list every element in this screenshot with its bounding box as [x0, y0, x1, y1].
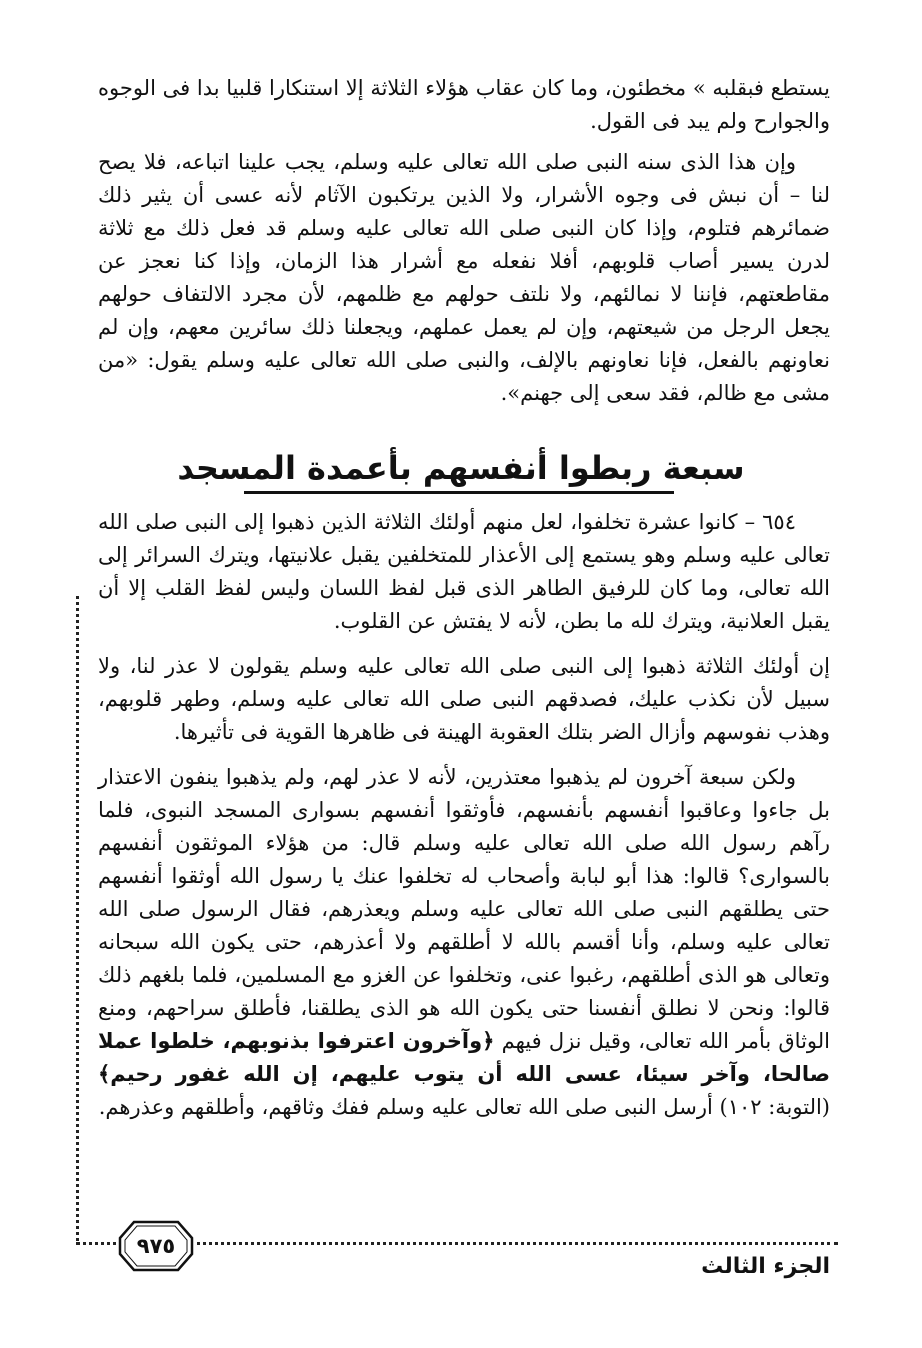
paragraph: يستطع فبقلبه » مخطئون، وما كان عقاب هؤلاء الثلاثة إلا استنكارا قلبيا بدا فى الوجوه والجوارح ولم يبد فى القول. — [98, 76, 830, 133]
paragraph-text: (التوبة: ١٠٢) أرسل النبى صلى الله تعالى عليه وسلم ففك وثاقهم، وأطلقهم وعذرهم. — [98, 1095, 830, 1119]
quran-verse: ﴿وآخرون اعترفوا بذنوبهم، خلطوا عملا صالحا، وآخر سيئا، عسى الله أن يتوب عليهم، إن الله غفور رحيم﴾ — [98, 1029, 830, 1086]
running-footer: الجزء الثالث — [701, 1254, 830, 1279]
paragraph: إن أولئك الثلاثة ذهبوا إلى النبى صلى الله تعالى عليه وسلم يقولون لا عذر لنا، ولا سبيل لأن نكذب عليك، فصدقهم النبى صلى الله تعالى عليه وسلم، وطهر قلوبهم، وهذب نفوسهم وأزال الضر بتلك العقوبة الهينة فى ظاهرها القوية فى تأثيرها. — [98, 654, 830, 744]
paragraph-text: ولكن سبعة آخرون لم يذهبوا معتذرين، لأنه لا عذر لهم، ولم يذهبوا ينفون الاعتذار بل جاءوا وعاقبوا أنفسهم بأنفسهم، فأوثقوا أنفسهم بسوارى المسجد النبوى، فلما رآهم رسول الله صلى الله تعالى عليه وسلم قال: من هؤلاء الموثقون أنفسهم بالسوارى؟ قالوا: هذا أبو لبابة وأصحاب له تخلفوا عنك يا رسول الله أوثقوا أنفسهم حتى يطلقهم النبى صلى الله تعالى عليه وسلم ويعذرهم، فقال الرسول صلى الله تعالى عليه وسلم، وأنا أقسم بالله لا أطلقهم ولا أعذرهم، حتى يكون الله سبحانه وتعالى هو الذى أطلقهم، رغبوا عنى، وتخلفوا عن الغزو مع المسلمين، فلما بلغهم ذلك قالوا: ونحن لا نطلق أنفسنا حتى يكون الله هو الذى يطلقنا، فأطلق سراحهم، ومنع الوثاق بأمر الله تعالى، وقيل نزل فيهم — [98, 765, 831, 1053]
body-text-top — [98, 72, 830, 410]
paragraph — [98, 761, 830, 1124]
title-underline — [244, 491, 674, 494]
paragraph: وإن هذا الذى سنه النبى صلى الله تعالى عليه وسلم، يجب علينا اتباعه، فلا يصح لنا – أن نبش فى وجوه الأشرار، ولا الذين يرتكبون الآثام لأنه عسى أن يثير ذلك ضمائرهم فتلوم، وإذا كان النبى صلى الله تعالى عليه وسلم قد فعل ذلك مع ثلاثة لدرن يسير أصاب قلوبهم، أفلا نفعله مع أشرار هذا الزمان، وإذا كنا نعجز عن مقاطعتهم، فإننا لا نمالئهم، ولا نلتف حولهم مع ظلمهم، لأن مجرد الالتفاف حولهم يجعل الرجل من شيعتهم، وإن لم يعمل عملهم، ويجعلنا ذلك سائرين معهم، وإن لم نعاونهم بالفعل، فإنا نعاونهم بالإلف، والنبى صلى الله تعالى عليه وسلم يقول: «من مشى مع ظالم، فقد سعى إلى جهنم». — [98, 150, 830, 405]
page-border-left — [76, 596, 79, 1241]
paragraph: ٦٥٤ – كانوا عشرة تخلفوا، لعل منهم أولئك الثلاثة الذين ذهبوا إلى النبى صلى الله تعالى عليه وسلم وهو يستمع إلى الأعذار للمتخلفين يقبل علانيتها، ويترك السرائر إلى الله تعالى، وما كان للرفيق الطاهر الذى قبل لفظ اللسان وليس لفظ القلب إلا أن يقبل العلانية، ويترك لله ما بطن، لأنه لا يفتش عن القلوب. — [98, 510, 830, 633]
section-title: سبعة ربطوا أنفسهم بأعمدة المسجد — [177, 449, 745, 487]
page-number-badge — [118, 1220, 194, 1272]
body-text-bottom — [98, 506, 830, 1124]
page-number: ٩٧٥ — [136, 1234, 176, 1258]
